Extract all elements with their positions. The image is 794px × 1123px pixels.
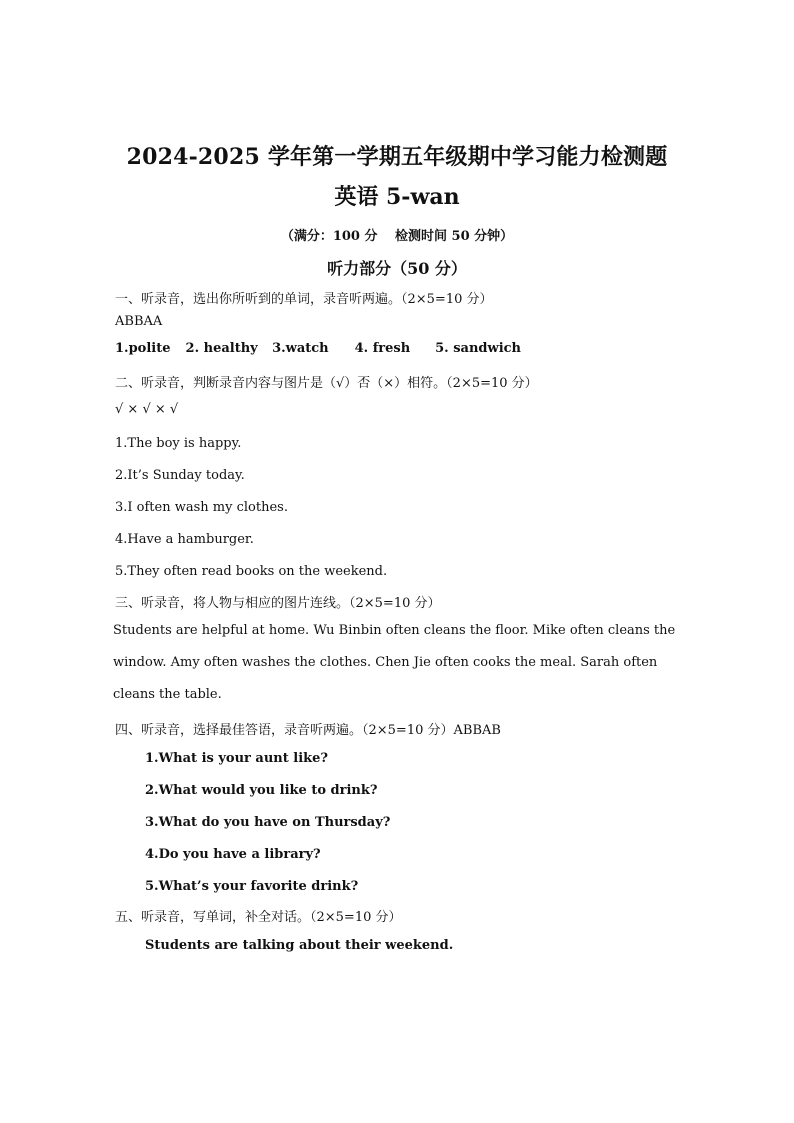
section2-item: 4.Have a hamburger. (115, 532, 254, 547)
section1-word-list (115, 341, 521, 356)
section5-intro: Students are talking about their weekend. (145, 938, 454, 953)
section2-item: 3.I often wash my clothes. (115, 500, 288, 515)
section3-heading: 三、听录音，将人物与相应的图片连线。（2×5=10 分） (115, 596, 441, 611)
section2-item: 5.They often read books on the weekend. (115, 564, 388, 579)
section4-item: 3.What do you have on Thursday? (145, 815, 391, 830)
word-item: 1.polite (115, 341, 171, 356)
word-item: 5. sandwich (435, 341, 522, 356)
score-time-line: （满分：100 分 检测时间 50 分钟） (280, 229, 514, 244)
listening-part-title: 听力部分（50 分） (327, 259, 467, 278)
word-item: 2. healthy (185, 341, 258, 356)
word-item: 3.watch (272, 341, 329, 356)
section4-item: 4.Do you have a library? (145, 847, 321, 862)
section4-item: 2.What would you like to drink? (145, 783, 378, 798)
section2-item: 2.It’s Sunday today. (115, 468, 245, 483)
exam-subtitle: 英语 5-wan (334, 184, 460, 210)
section4-item: 5.What’s your favorite drink? (145, 879, 359, 894)
word-item: 4. fresh (354, 341, 411, 356)
exam-title: 2024-2025 学年第一学期五年级期中学习能力检测题 (126, 144, 668, 170)
section1-heading: 一、听录音，选出你所听到的单词，录音听两遍。（2×5=10 分） (115, 292, 493, 307)
section3-paragraph (113, 615, 676, 711)
paragraph-line: window. Amy often washes the clothes. Chen Jie often cooks the meal. Sarah often (113, 655, 658, 670)
section2-heading: 二、听录音，判断录音内容与图片是（√）否（×）相符。（2×5=10 分） (115, 376, 538, 391)
section2-item: 1.The boy is happy. (115, 436, 242, 451)
section5-heading: 五、听录音，写单词，补全对话。（2×5=10 分） (115, 910, 402, 925)
section4-heading: 四、听录音，选择最佳答语，录音听两遍。（2×5=10 分）ABBAB (115, 723, 501, 738)
section4-item: 1.What is your aunt like? (145, 751, 329, 766)
section2-answer: √ × √ × √ (115, 402, 179, 417)
section1-answer: ABBAA (115, 314, 163, 329)
paragraph-line: Students are helpful at home. Wu Binbin often cleans the floor. Mike often cleans the (113, 623, 676, 638)
paragraph-line: cleans the table. (113, 687, 222, 702)
